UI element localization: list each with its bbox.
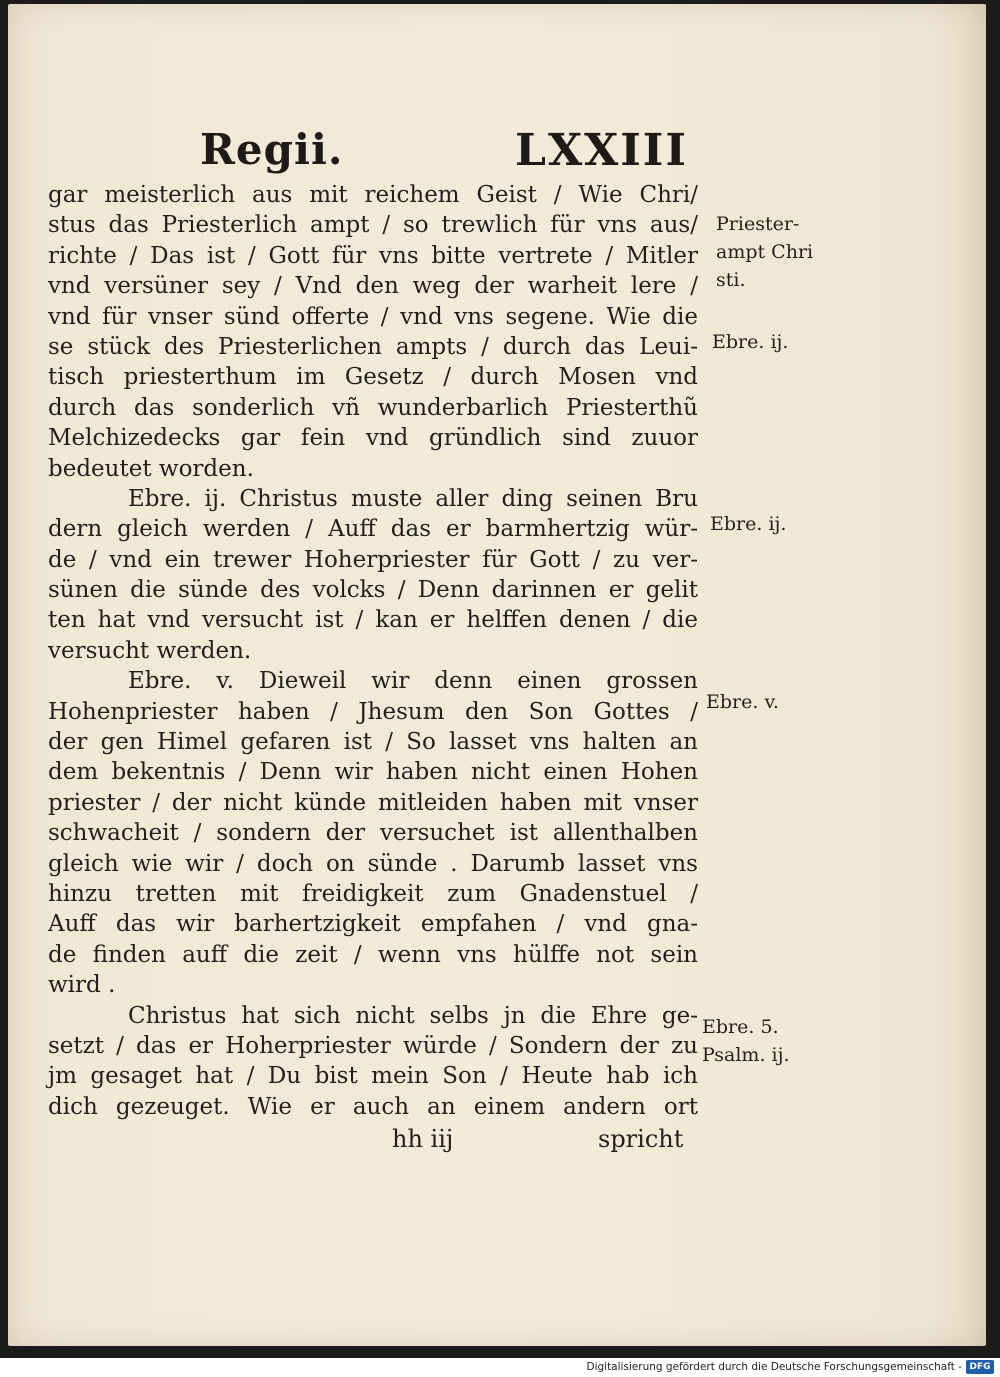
- text-line: de / vnd ein trewer Hoherpriester für Gott / zu ver-: [48, 546, 698, 573]
- margin-note-ebre-5: Ebre. 5.: [702, 1016, 779, 1038]
- margin-note-psalm-ij: Psalm. ij.: [702, 1044, 790, 1066]
- text-line: dich gezeuget. Wie er auch an einem andern ort: [48, 1093, 698, 1120]
- text-line: dern gleich werden / Auff das er barmhertzig wür-: [48, 516, 698, 543]
- margin-note-ebre-ij: Ebre. ij.: [710, 513, 787, 535]
- text-line: vnd für vnser sünd offerte / vnd vns segene. Wie die: [48, 303, 698, 330]
- text-line: tisch priesterthum im Gesetz / durch Mosen vnd: [48, 364, 698, 391]
- signature-mark: hh iij: [392, 1125, 454, 1153]
- margin-note-ebre-ij: Ebre. ij.: [712, 331, 789, 353]
- dfg-logo: DFG: [966, 1360, 994, 1374]
- margin-note-ebre-v: Ebre. v.: [706, 691, 779, 713]
- text-line: Christus hat sich nicht selbs jn die Ehre ge-: [128, 1002, 698, 1029]
- text-line: Ebre. v. Dieweil wir denn einen grossen: [128, 668, 698, 695]
- text-line: dem bekentnis / Denn wir haben nicht einen Hohen: [48, 759, 698, 786]
- margin-note-priesterampt-3: sti.: [716, 269, 746, 291]
- text-line: bedeutet worden.: [48, 455, 254, 482]
- text-line: gleich wie wir / doch on sünde . Darumb lasset vns: [48, 850, 698, 877]
- text-line: Hohenpriester haben / Jhesum den Son Gottes /: [48, 698, 698, 725]
- text-line: gar meisterlich aus mit reichem Geist / Wie Chri/: [48, 182, 698, 208]
- text-line: Ebre. ij. Christus muste aller ding seinen Bru: [128, 485, 698, 512]
- text-line: sünen die sünde des volcks / Denn darinnen er gelit: [48, 577, 698, 604]
- text-line: se stück des Priesterlichen ampts / durch das Leui-: [48, 333, 698, 360]
- text-line: schwacheit / sondern der versuchet ist allenthalben: [48, 820, 698, 847]
- footer-credit: Digitalisierung gefördert durch die Deutsche Forschungsgemeinschaft -: [586, 1361, 962, 1373]
- catchword: spricht: [598, 1125, 684, 1153]
- main-text-block: [48, 180, 698, 1122]
- margin-note-priesterampt-2: ampt Chri: [716, 241, 814, 263]
- margin-note-priesterampt-1: Priester-: [716, 213, 800, 235]
- text-line: de finden auff die zeit / wenn vns hülffe not sein: [48, 941, 698, 968]
- text-line: durch das sonderlich vñ wunderbarlich Priesterthũ: [48, 394, 698, 421]
- text-line: vnd versüner sey / Vnd den weg der warheit lere /: [48, 273, 698, 300]
- text-line: priester / der nicht künde mitleiden haben mit vnser: [48, 789, 698, 816]
- text-line: stus das Priesterlich ampt / so trewlich für vns aus/: [48, 212, 698, 239]
- text-line: ten hat vnd versucht ist / kan er helffen denen / die: [48, 607, 698, 634]
- text-line: hinzu tretten mit freidigkeit zum Gnadenstuel /: [48, 880, 698, 907]
- text-line: Auff das wir barhertzigkeit empfahen / vnd gna-: [48, 911, 698, 938]
- running-head: Regii.: [200, 125, 344, 174]
- text-line: der gen Himel gefaren ist / So lasset vns halten an: [48, 729, 698, 756]
- text-line: richte / Das ist / Gott für vns bitte vertrete / Mitler: [48, 242, 698, 269]
- text-line: versucht werden.: [48, 637, 252, 664]
- text-line: wird .: [48, 972, 116, 999]
- text-line: jm gesaget hat / Du bist mein Son / Heute hab ich: [48, 1063, 698, 1090]
- text-line: Melchizedecks gar fein vnd gründlich sind zuuor: [48, 425, 698, 452]
- folio-number: LXXIII: [515, 125, 688, 176]
- text-line: setzt / das er Hoherpriester würde / Sondern der zu: [48, 1032, 698, 1059]
